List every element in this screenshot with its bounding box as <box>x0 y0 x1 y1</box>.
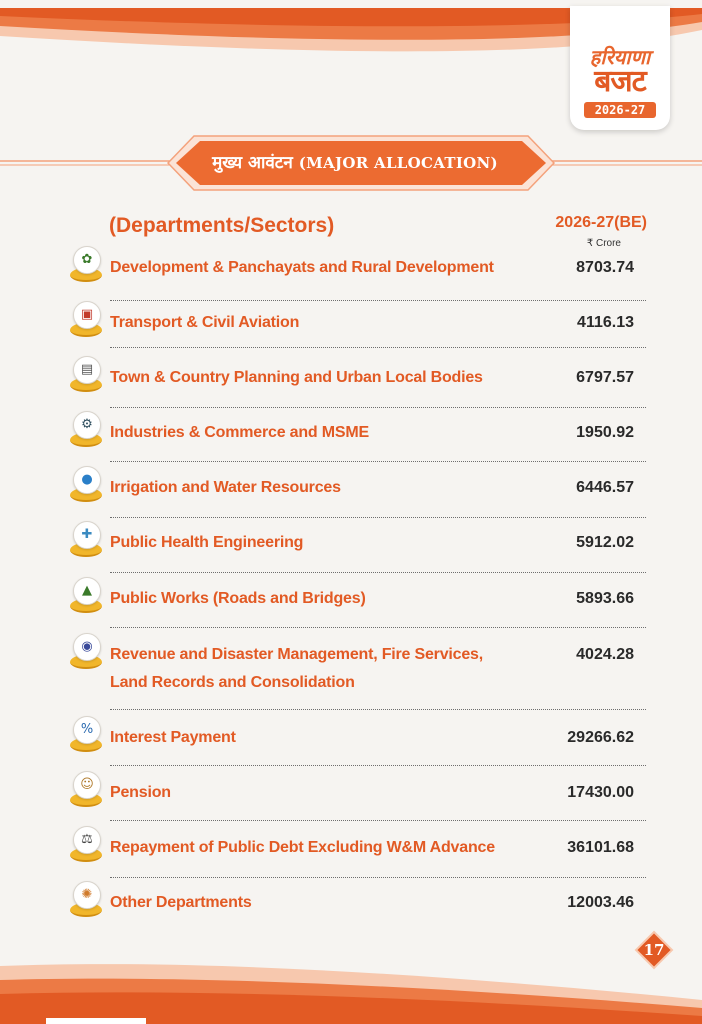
column-unit: ₹ Crore <box>586 238 621 249</box>
row-value: 29266.62 <box>567 729 634 746</box>
row-divider <box>110 820 646 821</box>
row-label: Public Works (Roads and Bridges) <box>110 590 366 607</box>
public-works-icon: ▲ <box>70 577 102 617</box>
row-label: Pension <box>110 784 171 801</box>
row-label-line2: Land Records and Consolidation <box>110 674 355 691</box>
row-divider <box>110 765 646 766</box>
row-divider <box>110 572 646 573</box>
row-divider <box>110 461 646 462</box>
debt-scales-icon: ⚖ <box>70 826 102 866</box>
bottom-decorative-swoosh <box>0 930 702 1024</box>
row-value: 4116.13 <box>577 314 634 331</box>
row-label: Transport & Civil Aviation <box>110 314 300 331</box>
pension-elder-icon: ☺ <box>70 771 102 811</box>
row-value: 6797.57 <box>576 369 634 386</box>
row-label: Irrigation and Water Resources <box>110 479 341 496</box>
row-divider <box>110 407 646 408</box>
row-label-line1: Revenue and Disaster Management, Fire Services, <box>110 646 483 663</box>
other-departments-icon: ✺ <box>70 881 102 921</box>
haryana-budget-logo <box>570 6 670 130</box>
panchayat-emblem-icon: ✿ <box>70 246 102 286</box>
row-divider <box>110 627 646 628</box>
industry-icon: ⚙ <box>70 411 102 451</box>
row-value: 8703.74 <box>576 259 634 276</box>
logo-year: 2026-27 <box>584 102 656 118</box>
row-divider <box>110 347 646 348</box>
town-planning-icon: ▤ <box>70 356 102 396</box>
row-label: Public Health Engineering <box>110 534 304 551</box>
row-label: Repayment of Public Debt Excluding W&M Advance <box>110 839 495 856</box>
section-title-english: (MAJOR ALLOCATION) <box>298 154 498 172</box>
column-header-departments: (Departments/Sectors) <box>109 214 335 237</box>
row-label: Other Departments <box>110 894 252 911</box>
section-title-hindi: मुख्य आवंटन <box>212 153 293 173</box>
transport-icon: ▣ <box>70 301 102 341</box>
page-number: 17 <box>643 941 665 959</box>
row-value: 6446.57 <box>576 479 634 496</box>
section-title <box>160 148 550 178</box>
row-value: 4024.28 <box>576 646 634 663</box>
row-divider <box>110 300 646 301</box>
row-label: Town & Country Planning and Urban Local Bodies <box>110 369 483 386</box>
row-value: 1950.92 <box>576 424 634 441</box>
row-label: Development & Panchayats and Rural Development <box>110 259 494 276</box>
public-health-icon: ✚ <box>70 521 102 561</box>
row-value: 12003.46 <box>567 894 634 911</box>
row-label <box>110 641 530 697</box>
logo-line-haryana: हरियाणा <box>589 45 651 69</box>
revenue-emblem-icon: ◉ <box>70 633 102 673</box>
row-divider <box>110 517 646 518</box>
row-label: Interest Payment <box>110 729 236 746</box>
row-value: 5893.66 <box>576 590 634 607</box>
interest-hand-icon: % <box>70 716 102 756</box>
row-divider <box>110 877 646 878</box>
row-value: 17430.00 <box>567 784 634 801</box>
logo-line-budget: बजट <box>594 64 646 99</box>
row-value: 5912.02 <box>576 534 634 551</box>
water-drop-icon: ● <box>70 466 102 506</box>
row-value: 36101.68 <box>567 839 634 856</box>
column-header-budget-estimate: 2026-27(BE) <box>555 214 647 231</box>
row-label: Industries & Commerce and MSME <box>110 424 369 441</box>
row-divider <box>110 709 646 710</box>
